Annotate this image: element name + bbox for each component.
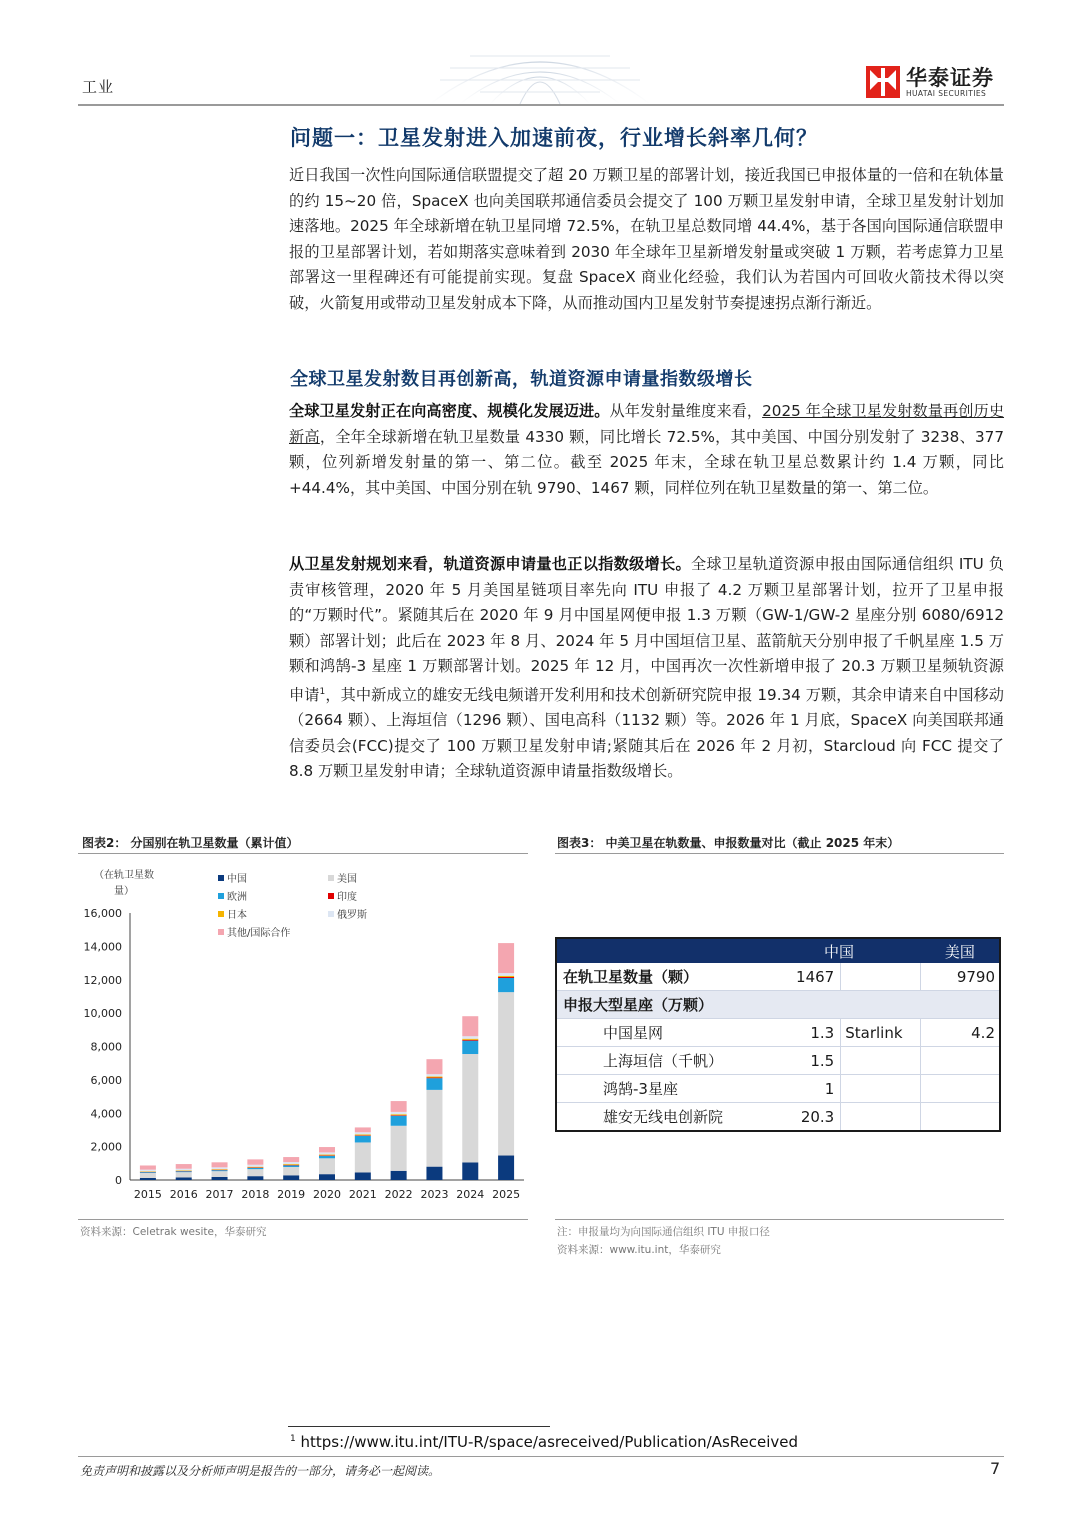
bar-segment-2018 bbox=[247, 1169, 263, 1176]
figure2-source: 资料来源：Celetrak wesite，华泰研究 bbox=[80, 1226, 267, 1238]
bar-segment-2023 bbox=[426, 1074, 442, 1076]
table-row bbox=[556, 1047, 1000, 1075]
paragraph-lead: 全球卫星发射正在向高密度、规模化发展迈进。 bbox=[289, 402, 610, 420]
cell-value: 20.3 bbox=[757, 1103, 840, 1132]
bar-segment-2020 bbox=[319, 1147, 335, 1152]
legend-label: 俄罗斯 bbox=[337, 910, 367, 921]
legend-swatch bbox=[218, 875, 224, 881]
legend-swatch bbox=[218, 893, 224, 899]
bar-segment-2020 bbox=[319, 1156, 335, 1159]
bar-segment-2022 bbox=[391, 1171, 407, 1180]
header-divider bbox=[78, 104, 1004, 106]
footer-divider bbox=[78, 1456, 1004, 1457]
bar-segment-2023 bbox=[426, 1078, 442, 1090]
table-row bbox=[556, 1075, 1000, 1103]
paragraph-text: ，其中新成立的雄安无线电频谱开发利用和技术创新研究院申报 19.34 万颗，其余申请来自中国移动（2664 颗）、上海垣信（1296 颗）、国电高科（1132 颗）等。2026 年 1 月底，SpaceX 向美国联邦通信委员会(FCC)提交了 100 万颗卫星发射申请;紧随其后在 2026 年 2 月初，Starcloud 向 FCC 提交了 8.8 万颗卫星发射申请；全球轨道资源申请量指数级增长。 bbox=[289, 685, 1004, 781]
y-axis-label-cont: 量） bbox=[114, 886, 134, 897]
cell-us-label bbox=[841, 1047, 921, 1075]
bar-segment-2024 bbox=[462, 1016, 478, 1036]
globe-watermark-icon bbox=[420, 40, 660, 104]
bar-segment-2021 bbox=[355, 1142, 371, 1172]
legend-label: 日本 bbox=[227, 910, 247, 921]
table-header-china: 中国 bbox=[757, 938, 920, 963]
figure3-source: 资料来源：www.itu.int，华泰研究 bbox=[557, 1244, 721, 1256]
table-row bbox=[556, 1103, 1000, 1132]
bar-segment-2025 bbox=[498, 973, 514, 976]
cell-value: 1.5 bbox=[757, 1047, 840, 1075]
bar-segment-2025 bbox=[498, 978, 514, 992]
page-number: 7 bbox=[990, 1459, 1001, 1478]
y-tick-label: 14,000 bbox=[83, 940, 122, 954]
row-label: 申报大型星座（万颗） bbox=[556, 991, 1000, 1019]
y-tick-label: 2,000 bbox=[90, 1140, 122, 1154]
y-tick-label: 6,000 bbox=[90, 1073, 122, 1087]
bar-segment-2017 bbox=[212, 1177, 228, 1180]
bar-segment-2017 bbox=[212, 1171, 228, 1177]
legend-swatch bbox=[218, 911, 224, 917]
paragraph-text: ，全年全球新增在轨卫星数量 4330 颗，同比增长 72.5%，其中美国、中国分别发射了 3238、377 颗，位列新增发射量的第一、第二位。截至 2025 年末，全球在轨卫星总数累计约 1.4 万颗，同比+44.4%，其中美国、中国分别在轨 9790、1467 颗，同样位列在轨卫星数量的第一、第二位。 bbox=[289, 427, 1004, 497]
bar-segment-2016 bbox=[176, 1172, 192, 1177]
figure3-caption: 图表3： 中美卫星在轨数量、申报数量对比（截止 2025 年末） bbox=[557, 836, 900, 850]
table-row bbox=[556, 1019, 1000, 1047]
paragraph-launch-stats bbox=[289, 399, 1004, 501]
cell-value: 1.3 bbox=[757, 1019, 840, 1047]
x-tick-label: 2017 bbox=[205, 1188, 234, 1201]
row-label: 上海垣信（千帆） bbox=[556, 1047, 757, 1075]
legend-swatch bbox=[218, 929, 224, 935]
bar-segment-2016 bbox=[176, 1164, 192, 1169]
bar-segment-2025 bbox=[498, 992, 514, 1155]
bar-segment-2025 bbox=[498, 1156, 514, 1180]
y-tick-label: 12,000 bbox=[83, 973, 122, 987]
y-axis-label: （在轨卫星数 bbox=[94, 870, 154, 881]
x-tick-label: 2019 bbox=[277, 1188, 306, 1201]
x-tick-label: 2025 bbox=[492, 1188, 521, 1201]
bar-segment-2015 bbox=[140, 1171, 156, 1172]
bar-segment-2025 bbox=[498, 977, 514, 978]
bar-segment-2020 bbox=[319, 1155, 335, 1156]
logo-chinese: 华泰证券 bbox=[906, 66, 994, 90]
bar-segment-2020 bbox=[319, 1158, 335, 1174]
bar-segment-2021 bbox=[355, 1172, 371, 1180]
paragraph-orbit-applications bbox=[289, 552, 1004, 785]
bar-segment-2019 bbox=[283, 1167, 299, 1175]
bar-segment-2015 bbox=[140, 1178, 156, 1180]
bar-segment-2016 bbox=[176, 1171, 192, 1172]
footnote bbox=[290, 1433, 798, 1451]
legend-label: 中国 bbox=[227, 874, 247, 885]
bar-segment-2018 bbox=[247, 1168, 263, 1169]
comparison-table bbox=[555, 937, 1001, 1132]
bar-segment-2022 bbox=[391, 1114, 407, 1115]
bar-segment-2019 bbox=[283, 1165, 299, 1167]
chart-bars bbox=[140, 943, 514, 1180]
footer-disclaimer: 免责声明和披露以及分析师声明是报告的一部分，请务必一起阅读。 bbox=[80, 1464, 441, 1478]
cell-us-value bbox=[921, 1047, 1000, 1075]
table-row bbox=[556, 963, 1000, 991]
row-label: 在轨卫星数量（颗） bbox=[556, 963, 757, 991]
x-tick-label: 2024 bbox=[456, 1188, 485, 1201]
y-tick-label: 4,000 bbox=[90, 1107, 122, 1121]
bar-segment-2021 bbox=[355, 1127, 371, 1132]
figure2-divider bbox=[78, 853, 528, 854]
bar-segment-2018 bbox=[247, 1165, 263, 1167]
bar-segment-2023 bbox=[426, 1078, 442, 1079]
bar-segment-2023 bbox=[426, 1090, 442, 1167]
bar-segment-2016 bbox=[176, 1169, 192, 1171]
bar-segment-2022 bbox=[391, 1112, 407, 1114]
footnote-number: 1 bbox=[290, 1434, 296, 1444]
legend-label: 其他/国际合作 bbox=[227, 928, 291, 939]
x-tick-label: 2018 bbox=[241, 1188, 270, 1201]
paragraph-lead: 从卫星发射规划来看，轨道资源申请量也正以指数级增长。 bbox=[289, 555, 691, 573]
bar-segment-2018 bbox=[247, 1159, 263, 1164]
footnote-link[interactable]: https://www.itu.int/ITU-R/space/asreceived/Publication/AsReceived bbox=[300, 1433, 799, 1451]
bar-segment-2023 bbox=[426, 1167, 442, 1180]
legend-label: 美国 bbox=[337, 874, 357, 885]
footnote-ref[interactable]: 1 bbox=[319, 686, 326, 697]
cell-us-value: 4.2 bbox=[921, 1019, 1000, 1047]
bar-segment-2015 bbox=[140, 1170, 156, 1172]
table-header-row bbox=[556, 938, 1000, 963]
bar-segment-2022 bbox=[391, 1101, 407, 1112]
table-header-us: 美国 bbox=[921, 938, 1000, 963]
cell-us-orbit: 9790 bbox=[921, 963, 1000, 991]
bar-segment-2020 bbox=[319, 1155, 335, 1156]
underlined-text: 2025 年全球卫星发射数量再创历史新高 bbox=[289, 402, 1005, 446]
bar-segment-2015 bbox=[140, 1172, 156, 1173]
bar-segment-2018 bbox=[247, 1167, 263, 1168]
bar-segment-2020 bbox=[319, 1152, 335, 1154]
section-title: 问题一：卫星发射进入加速前夜，行业增长斜率几何？ bbox=[290, 126, 818, 150]
row-label: 雄安无线电创新院 bbox=[556, 1103, 757, 1132]
bar-segment-2017 bbox=[212, 1170, 228, 1171]
cell-us-label: Starlink bbox=[841, 1019, 921, 1047]
figure3-divider bbox=[555, 853, 1004, 854]
bar-segment-2019 bbox=[283, 1157, 299, 1162]
bar-segment-2021 bbox=[355, 1132, 371, 1134]
bar-segment-2019 bbox=[283, 1162, 299, 1164]
bar-segment-2024 bbox=[462, 1054, 478, 1162]
bar-segment-2017 bbox=[212, 1169, 228, 1170]
cell-value: 1 bbox=[757, 1075, 840, 1103]
bar-segment-2024 bbox=[462, 1036, 478, 1039]
brand-logo bbox=[866, 62, 1006, 100]
intro-paragraph: 近日我国一次性向国际通信联盟提交了超 20 万颗卫星的部署计划，接近我国已申报体量的一倍和在轨体量的约 15~20 倍，SpaceX 也向美国联邦通信委员会提交了 100 万颗卫星发射申请，全球卫星发射计划加速落地。2025 年全球新增在轨卫星同增 72.5%，在轨卫星总数同增 44.4%，基于各国向国际通信联盟申报的卫星部署计划，若如期落实意味着到 2030 年全球年卫星新增发射量或突破 1 万颗，若考虑算力卫星部署这一里程碑还有可能提前实现。复盘 SpaceX 商业化经验，我们认为若国内可回收火箭技术得以突破，火箭复用或带动卫星发射成本下降，从而推动国内卫星发射节奏提速拐点渐行渐近。 bbox=[289, 166, 1004, 312]
bar-segment-2018 bbox=[247, 1176, 263, 1180]
bar-segment-2023 bbox=[426, 1077, 442, 1078]
satellite-stacked-bar-chart bbox=[78, 858, 528, 1208]
subsection-title: 全球卫星发射数目再创新高，轨道资源申请量指数级增长 bbox=[290, 369, 753, 390]
bar-segment-2024 bbox=[462, 1040, 478, 1041]
figure2-caption: 图表2： 分国别在轨卫星数量（累计值） bbox=[82, 836, 299, 850]
figure3-bottom-divider bbox=[555, 1219, 1004, 1220]
cell-us-value bbox=[921, 1103, 1000, 1132]
cell-us-value bbox=[921, 1075, 1000, 1103]
x-tick-label: 2015 bbox=[133, 1188, 162, 1201]
bar-segment-2024 bbox=[462, 1041, 478, 1054]
legend-label: 印度 bbox=[337, 892, 357, 903]
bar-segment-2022 bbox=[391, 1126, 407, 1171]
cell-cn-orbit: 1467 bbox=[757, 963, 840, 991]
bar-segment-2025 bbox=[498, 976, 514, 977]
table-row bbox=[556, 991, 1000, 1019]
logo-english: HUATAI SECURITIES bbox=[906, 89, 987, 98]
huatai-logo-icon bbox=[866, 62, 900, 98]
legend-swatch bbox=[328, 911, 334, 917]
bar-segment-2023 bbox=[426, 1059, 442, 1074]
bar-segment-2017 bbox=[212, 1167, 228, 1169]
table-header-blank bbox=[556, 938, 757, 963]
y-tick-label: 8,000 bbox=[90, 1040, 122, 1054]
bar-segment-2020 bbox=[319, 1174, 335, 1180]
footnote-divider bbox=[288, 1426, 550, 1427]
section-label: 工业 bbox=[82, 78, 115, 96]
cell-blank bbox=[841, 963, 921, 991]
y-tick-label: 16,000 bbox=[83, 907, 122, 920]
cell-us-label bbox=[841, 1103, 921, 1132]
bar-segment-2015 bbox=[140, 1165, 156, 1169]
bar-segment-2016 bbox=[176, 1170, 192, 1171]
bar-segment-2019 bbox=[283, 1164, 299, 1165]
figure3-note: 注：申报量均为向国际通信组织 ITU 申报口径 bbox=[557, 1226, 770, 1238]
bar-segment-2021 bbox=[355, 1136, 371, 1143]
bar-segment-2015 bbox=[140, 1173, 156, 1178]
legend-swatch bbox=[328, 875, 334, 881]
y-tick-label: 0 bbox=[115, 1174, 122, 1187]
bar-segment-2024 bbox=[462, 1039, 478, 1040]
x-tick-label: 2016 bbox=[169, 1188, 198, 1201]
bar-segment-2022 bbox=[391, 1115, 407, 1116]
bar-segment-2025 bbox=[498, 943, 514, 973]
x-tick-label: 2023 bbox=[420, 1188, 449, 1201]
x-tick-label: 2021 bbox=[348, 1188, 377, 1201]
bar-segment-2021 bbox=[355, 1135, 371, 1136]
cell-us-label bbox=[841, 1075, 921, 1103]
bar-segment-2024 bbox=[462, 1162, 478, 1180]
figure2-bottom-divider bbox=[78, 1219, 528, 1220]
bar-segment-2016 bbox=[176, 1177, 192, 1180]
paragraph-text: 全球卫星轨道资源申报由国际通信组织 ITU 负责审核管理，2020 年 5 月美国星链项目率先向 ITU 申报了 4.2 万颗卫星部署计划，拉开了卫星申报的“万颗时代”。紧随其后在 2020 年 9 月中国星网便申报 1.3 万颗（GW-1/GW-2 星座分别 6080/6912 颗）部署计划；此后在 2023 年 8 月、2024 年 5 月中国垣信卫星、蓝箭航天分别申报了千帆星座 1.5 万颗和鸿鹄-3 星座 1 万颗部署计划。2025 年 12 月，中国再次一次性新增申报了 20.3 万颗卫星频轨资源申请 bbox=[289, 555, 1004, 704]
bar-segment-2022 bbox=[391, 1116, 407, 1126]
y-tick-label: 10,000 bbox=[83, 1007, 122, 1021]
legend-swatch bbox=[328, 893, 334, 899]
bar-segment-2019 bbox=[283, 1165, 299, 1166]
legend-label: 欧洲 bbox=[227, 892, 247, 903]
row-label: 中国星网 bbox=[556, 1019, 757, 1047]
row-label: 鸿鹄-3星座 bbox=[556, 1075, 757, 1103]
chart-axes bbox=[84, 868, 525, 1201]
bar-segment-2019 bbox=[283, 1175, 299, 1180]
bar-segment-2017 bbox=[212, 1162, 228, 1167]
x-tick-label: 2020 bbox=[313, 1188, 341, 1201]
x-tick-label: 2022 bbox=[384, 1188, 413, 1201]
chart-legend bbox=[218, 872, 367, 939]
bar-segment-2021 bbox=[355, 1134, 371, 1135]
paragraph-text: 从年发射量维度来看， bbox=[609, 402, 763, 420]
